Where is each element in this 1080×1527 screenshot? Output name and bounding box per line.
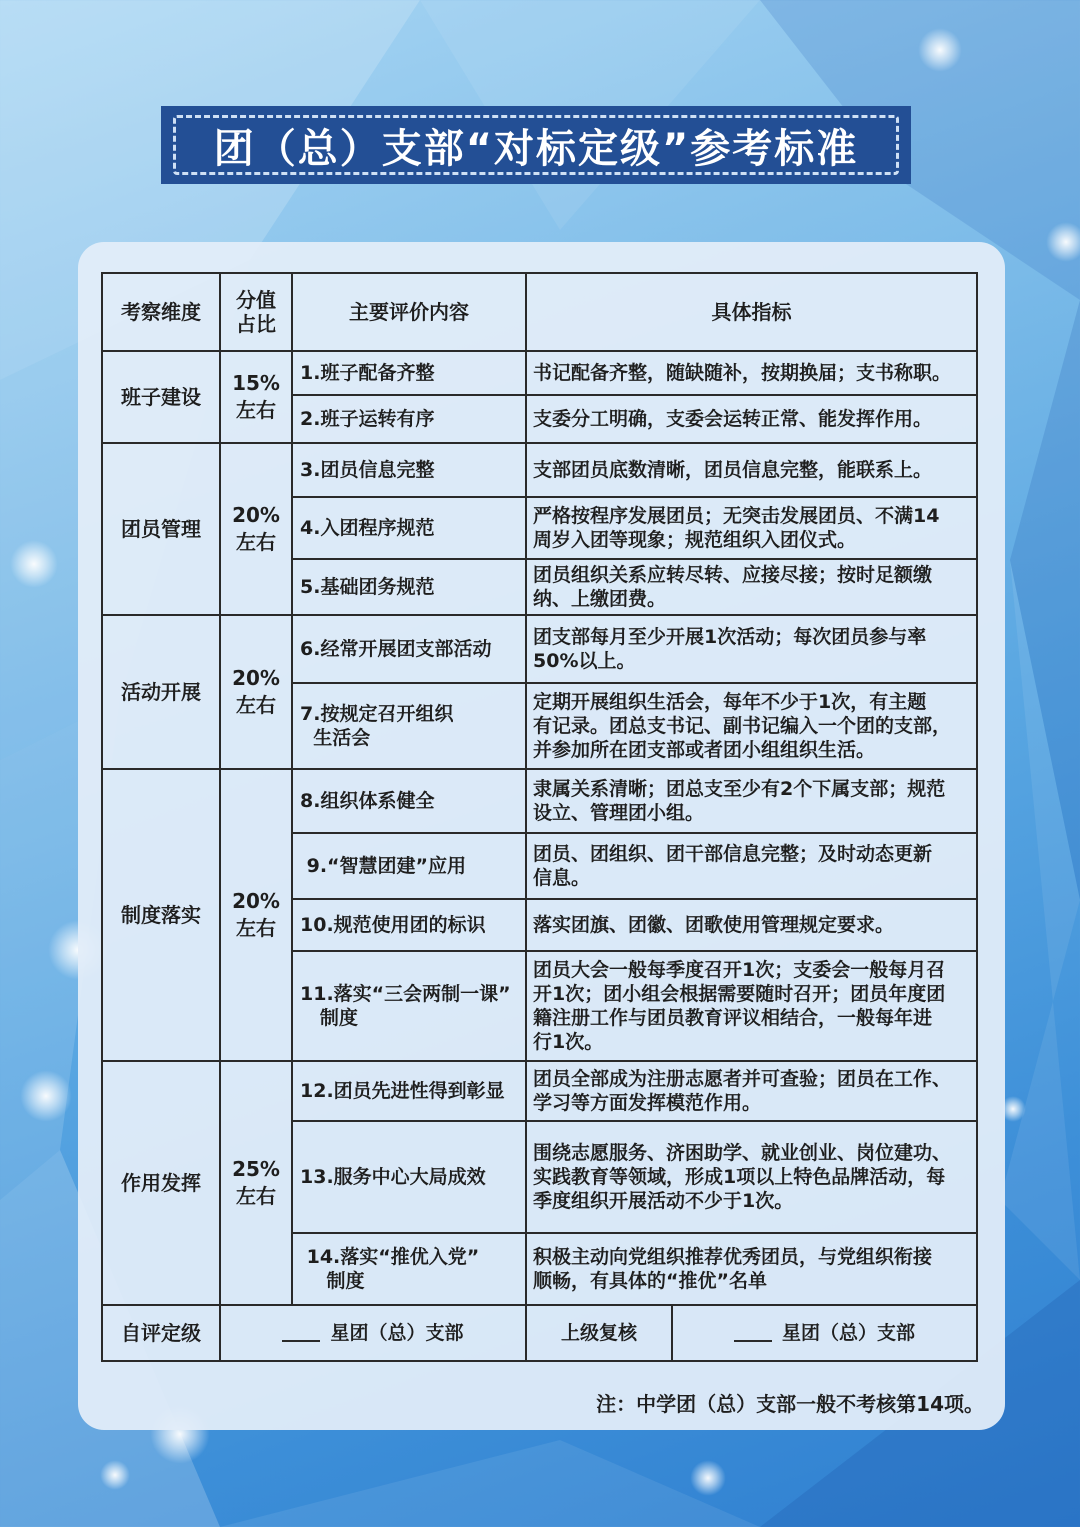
dimension-cell: 制度落实	[102, 769, 220, 1061]
indicator-cell	[526, 769, 977, 833]
footnote: 注：中学团（总）支部一般不考核第14项。	[596, 1392, 984, 1416]
content-cell	[292, 1121, 526, 1233]
table-row	[102, 769, 977, 833]
table-row	[102, 615, 977, 683]
text-line: 生活会	[300, 727, 371, 749]
content-cell	[292, 497, 526, 559]
blank-line	[282, 1326, 320, 1342]
table-row	[102, 1061, 977, 1121]
text-line: 20%	[232, 666, 280, 690]
table-row	[102, 351, 977, 395]
text-line: 团员全部成为注册志愿者并可查验；团员在工作、	[533, 1068, 952, 1090]
text-line: 学习等方面发挥模范作用。	[533, 1092, 762, 1114]
rating-row	[102, 1305, 977, 1361]
text-line: 并参加所在团支部或者团小组组织生活。	[533, 739, 876, 761]
text-line: 隶属关系清晰；团总支至少有2个下属支部；规范	[533, 778, 946, 800]
text-line: 左右	[236, 693, 276, 717]
text-line: 占比	[236, 312, 276, 336]
standards-table	[101, 272, 978, 1362]
weight-cell	[220, 1061, 292, 1305]
text-line: 定期开展组织生活会，每年不少于1次，有主题	[533, 691, 927, 713]
sparkle	[10, 540, 58, 588]
indicator-cell	[526, 395, 977, 443]
text-line: 3.团员信息完整	[300, 459, 435, 481]
content-cell	[292, 395, 526, 443]
text-line: 周岁入团等现象；规范组织入团仪式。	[533, 529, 857, 551]
text-line: 支委分工明确，支委会运转正常、能发挥作用。	[533, 408, 933, 430]
text-line: 11.落实“三会两制一课”	[300, 983, 511, 1005]
content-cell	[292, 833, 526, 899]
text-line: 围绕志愿服务、济困助学、就业创业、岗位建功、	[533, 1142, 952, 1164]
text-line: 团员、团组织、团干部信息完整；及时动态更新	[533, 843, 933, 865]
review-text: 星团（总）支部	[781, 1322, 915, 1344]
content-cell	[292, 615, 526, 683]
content-cell	[292, 1233, 526, 1305]
text-line: 4.入团程序规范	[300, 517, 435, 539]
weight-cell	[220, 443, 292, 615]
text-line: 行1次。	[533, 1031, 604, 1053]
sparkle	[100, 1460, 130, 1490]
content-cell	[292, 683, 526, 769]
header-weight	[220, 273, 292, 351]
indicator-cell	[526, 833, 977, 899]
table-header-row	[102, 273, 977, 351]
sparkle	[918, 28, 962, 72]
indicator-cell	[526, 1121, 977, 1233]
text-line: 左右	[236, 916, 276, 940]
indicator-cell	[526, 615, 977, 683]
text-line: 5.基础团务规范	[300, 576, 435, 598]
header-dimension: 考察维度	[102, 273, 220, 351]
content-cell	[292, 351, 526, 395]
review-label: 上级复核	[526, 1305, 672, 1361]
content-cell	[292, 951, 526, 1061]
weight-cell	[220, 769, 292, 1061]
text-line: 有记录。团总支书记、副书记编入一个团的支部，	[533, 715, 952, 737]
text-line: 20%	[232, 889, 280, 913]
sparkle	[1046, 222, 1080, 262]
text-line: 25%	[232, 1157, 280, 1181]
text-line: 制度	[300, 1270, 365, 1292]
text-line: 积极主动向党组织推荐优秀团员，与党组织衔接	[533, 1246, 933, 1268]
sparkle	[690, 1460, 726, 1496]
indicator-cell	[526, 559, 977, 615]
text-line: 制度	[300, 1007, 358, 1029]
text-line: 14.落实“推优入党”	[300, 1246, 480, 1268]
text-line: 信息。	[533, 867, 591, 889]
content-cell	[292, 769, 526, 833]
indicator-cell	[526, 1061, 977, 1121]
text-line: 6.经常开展团支部活动	[300, 638, 492, 660]
indicator-cell	[526, 683, 977, 769]
indicator-cell	[526, 443, 977, 497]
blank-line	[734, 1326, 772, 1342]
indicator-cell	[526, 1233, 977, 1305]
text-line: 9.“智慧团建”应用	[300, 855, 467, 877]
text-line: 籍注册工作与团员教育评议相结合，一般每年进	[533, 1007, 933, 1029]
content-cell	[292, 1061, 526, 1121]
text-line: 1.班子配备齐整	[300, 362, 435, 384]
text-line: 落实团旗、团徽、团歌使用管理规定要求。	[533, 914, 895, 936]
text-line: 2.班子运转有序	[300, 408, 435, 430]
content-cell	[292, 443, 526, 497]
dimension-cell: 作用发挥	[102, 1061, 220, 1305]
header-content: 主要评价内容	[292, 273, 526, 351]
sparkle	[20, 1070, 72, 1122]
header-indicator: 具体指标	[526, 273, 977, 351]
text-line: 20%	[232, 503, 280, 527]
text-line: 团支部每月至少开展1次活动；每次团员参与率	[533, 626, 927, 648]
text-line: 实践教育等领域，形成1项以上特色品牌活动，每	[533, 1166, 946, 1188]
dimension-cell: 班子建设	[102, 351, 220, 443]
text-line: 严格按程序发展团员；无突击发展团员、不满14	[533, 505, 940, 527]
text-line: 左右	[236, 530, 276, 554]
indicator-cell	[526, 899, 977, 951]
page-title: 团（总）支部“对标定级”参考标准	[213, 125, 859, 172]
table-row	[102, 443, 977, 497]
text-line: 50%以上。	[533, 650, 636, 672]
text-line: 左右	[236, 398, 276, 422]
text-line: 分值	[236, 288, 276, 312]
text-line: 设立、管理团小组。	[533, 802, 705, 824]
self-rating-label: 自评定级	[102, 1305, 220, 1361]
text-line: 季度组织开展活动不少于1次。	[533, 1190, 794, 1212]
text-line: 15%	[232, 371, 280, 395]
dimension-cell: 活动开展	[102, 615, 220, 769]
title-banner	[161, 106, 911, 184]
text-line: 8.组织体系健全	[300, 790, 435, 812]
text-line: 13.服务中心大局成效	[300, 1166, 486, 1188]
self-rating-text: 星团（总）支部	[330, 1322, 464, 1344]
indicator-cell	[526, 951, 977, 1061]
weight-cell	[220, 351, 292, 443]
text-line: 顺畅，有具体的“推优”名单	[533, 1270, 767, 1292]
text-line: 7.按规定召开组织	[300, 703, 454, 725]
text-line: 团员大会一般每季度召开1次；支委会一般每月召	[533, 959, 946, 981]
review-value	[672, 1305, 977, 1361]
text-line: 团员组织关系应转尽转、应接尽接；按时足额缴	[533, 564, 933, 586]
text-line: 12.团员先进性得到彰显	[300, 1080, 505, 1102]
weight-cell	[220, 615, 292, 769]
indicator-cell	[526, 497, 977, 559]
content-cell	[292, 559, 526, 615]
text-line: 纳、上缴团费。	[533, 588, 667, 610]
text-line: 开1次；团小组会根据需要随时召开；团员年度团	[533, 983, 946, 1005]
self-rating-value	[220, 1305, 526, 1361]
text-line: 书记配备齐整，随缺随补，按期换届；支书称职。	[533, 362, 952, 384]
text-line: 支部团员底数清晰，团员信息完整，能联系上。	[533, 459, 933, 481]
indicator-cell	[526, 351, 977, 395]
text-line: 左右	[236, 1184, 276, 1208]
text-line: 10.规范使用团的标识	[300, 914, 486, 936]
dimension-cell: 团员管理	[102, 443, 220, 615]
content-cell	[292, 899, 526, 951]
